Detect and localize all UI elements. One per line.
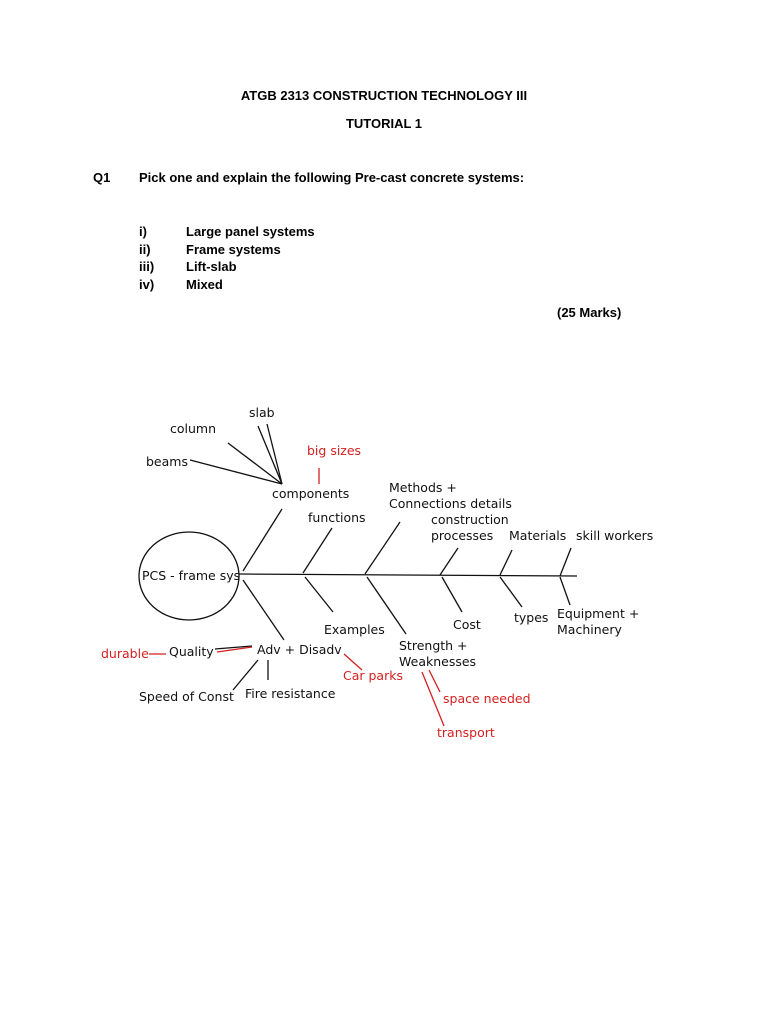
label-equipment: Equipment + bbox=[557, 606, 640, 621]
course-title: ATGB 2313 CONSTRUCTION TECHNOLOGY III bbox=[240, 88, 528, 103]
label-adv-disadv: Adv + Disadv bbox=[257, 642, 342, 657]
option-number: iii) bbox=[139, 259, 155, 274]
label-connections: Connections details bbox=[389, 496, 512, 511]
label-transport: transport bbox=[437, 725, 495, 740]
label-car-parks: Car parks bbox=[343, 668, 403, 683]
bone-functions bbox=[303, 528, 332, 573]
label-examples: Examples bbox=[324, 622, 385, 637]
bone-skill-workers bbox=[560, 548, 571, 576]
label-quality: Quality bbox=[169, 644, 214, 659]
option-label: Lift-slab bbox=[186, 259, 237, 274]
option-label: Mixed bbox=[186, 277, 223, 292]
label-slab: slab bbox=[249, 405, 275, 420]
label-functions: functions bbox=[308, 510, 366, 525]
question-text: Pick one and explain the following Pre-cast concrete systems: bbox=[139, 170, 525, 185]
label-machinery: Machinery bbox=[557, 622, 622, 637]
bone-types bbox=[500, 577, 522, 607]
label-speed: Speed of Const bbox=[139, 689, 234, 704]
label-components: components bbox=[272, 486, 350, 501]
red-transport-line bbox=[422, 672, 444, 726]
label-column: column bbox=[170, 421, 217, 436]
label-materials: Materials bbox=[509, 528, 567, 543]
question-number: Q1 bbox=[93, 170, 111, 185]
label-methods: Methods + bbox=[389, 480, 457, 495]
marks-label: (25 Marks) bbox=[557, 305, 622, 320]
twig-beams bbox=[190, 460, 282, 484]
label-skill-workers: skill workers bbox=[576, 528, 654, 543]
option-label: Large panel systems bbox=[186, 224, 315, 239]
label-fire: Fire resistance bbox=[245, 686, 336, 701]
label-big-sizes: big sizes bbox=[307, 443, 362, 458]
label-cost: Cost bbox=[453, 617, 481, 632]
bone-cost bbox=[442, 577, 462, 612]
label-weaknesses: Weaknesses bbox=[399, 654, 477, 669]
bone-adv-disadv bbox=[243, 580, 284, 640]
tutorial-title: TUTORIAL 1 bbox=[345, 116, 423, 131]
bone-methods bbox=[365, 522, 400, 574]
label-durable: durable bbox=[101, 646, 149, 661]
label-construction: construction bbox=[431, 512, 509, 527]
label-beams: beams bbox=[146, 454, 188, 469]
bone-construction bbox=[440, 548, 458, 575]
option-number: ii) bbox=[139, 242, 151, 257]
bone-equipment bbox=[560, 577, 570, 605]
label-processes: processes bbox=[431, 528, 494, 543]
head-label: PCS - frame sys bbox=[142, 568, 241, 583]
label-space-needed: space needed bbox=[443, 691, 531, 706]
bone-materials bbox=[500, 550, 512, 575]
bone-examples bbox=[305, 577, 333, 612]
label-types: types bbox=[514, 610, 549, 625]
option-label: Frame systems bbox=[186, 242, 281, 257]
red-space-line bbox=[429, 670, 440, 692]
label-strength: Strength + bbox=[399, 638, 468, 653]
option-number: i) bbox=[139, 224, 147, 239]
spine bbox=[239, 574, 577, 576]
option-number: iv) bbox=[139, 277, 155, 292]
bone-components bbox=[243, 509, 282, 571]
